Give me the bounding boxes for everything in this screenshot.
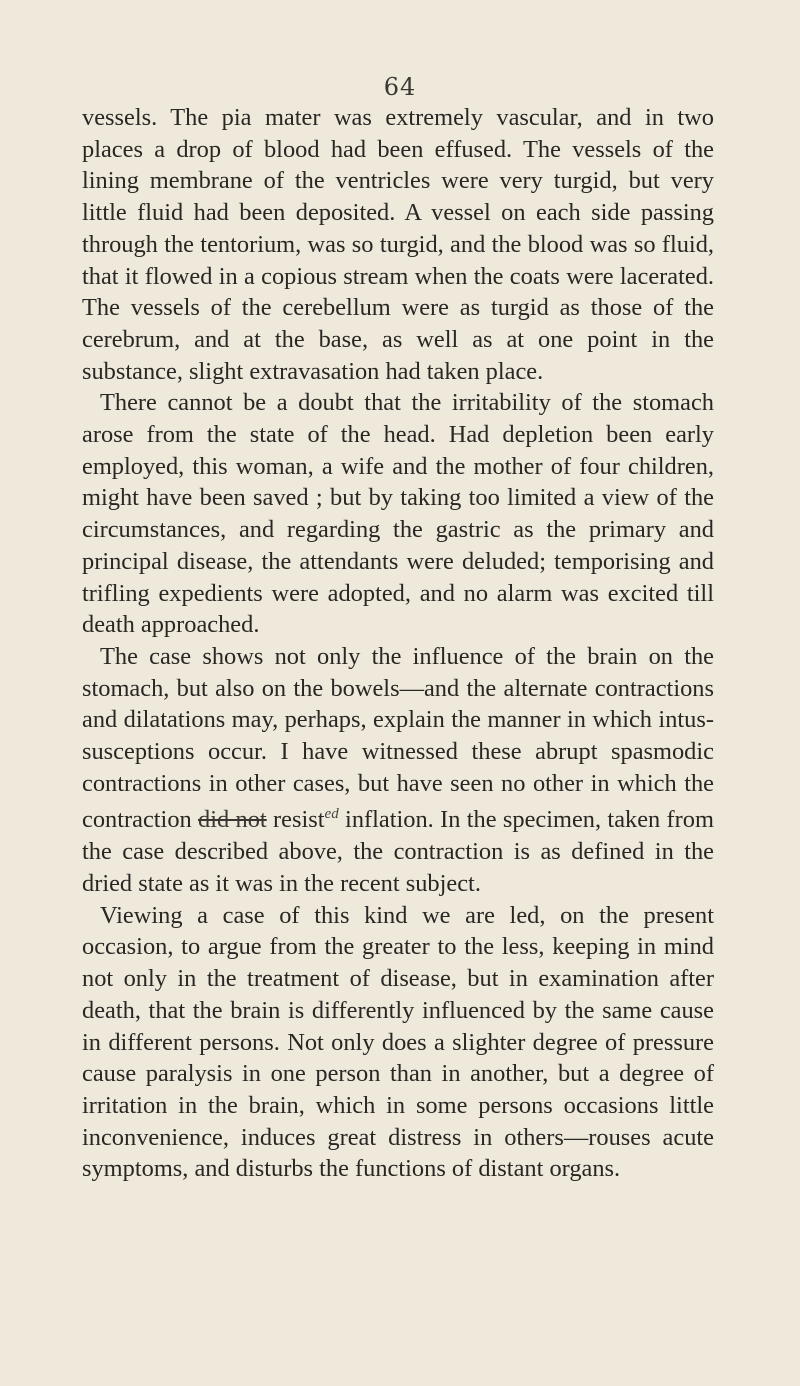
paragraph-2: There cannot be a doubt that the irritability of the stomach arose from the state of the head. Had depletion been early employed, this woman, a wife and the mother of four children, might have been saved ; but by taking too limited a view of the circumstances, and regarding the gastric as the primary and principal disease, the attendants were deluded; temporising and trifling expedients were adopted, and no alarm was excited till death approached. — [82, 389, 714, 639]
paragraph-3-text-after: inflation. In the specimen, taken from the case described above, the contraction is as defined in the dried state as it was in the recent subject. — [82, 806, 714, 897]
paragraph-4: Viewing a case of this kind we are led, on the present occasion, to argue from the greater to the less, keeping in mind not only in the treatment of disease, but in examination after death, that the brain is differently influenced by the same cause in different persons. Not only does a slighter degree of pressure cause paralysis in one person than in another, but a degree of irritation in the brain, which in some persons occasions little inconvenience, induces great distress in others—rouses acute symptoms, and disturbs the functions of distant organs. — [82, 901, 714, 1183]
body-text — [82, 102, 714, 1185]
paragraph-3-text-before: The case shows not only the influence of the brain on the stomach, but also on the bowels—and the alternate contractions and dilatations may, perhaps, explain the manner in which intus-susceptions occur. I have witnessed these abrupt spasmodic contractions in other cases, but have seen no other in which the contraction — [82, 642, 714, 834]
handwritten-insertion: ed — [324, 806, 339, 823]
paragraph-3-text-mid: resist — [273, 806, 325, 834]
page-number: 64 — [383, 73, 417, 101]
paragraph-3 — [82, 641, 714, 900]
paragraph-1: vessels. The pia mater was extremely vascular, and in two places a drop of blood had been effused. The vessels of the lining membrane of the ventricles were very turgid, but very little fluid had been deposited. A vessel on each side passing through the tentorium, was so turgid, and the blood was so fluid, that it flowed in a copious stream when the coats were lacerated. The vessels of the cerebellum were as turgid as those of the cerebrum, and at the base, as well as at one point in the substance, slight extravasation had taken place. — [82, 104, 714, 385]
struck-through-correction: did not — [198, 806, 267, 834]
